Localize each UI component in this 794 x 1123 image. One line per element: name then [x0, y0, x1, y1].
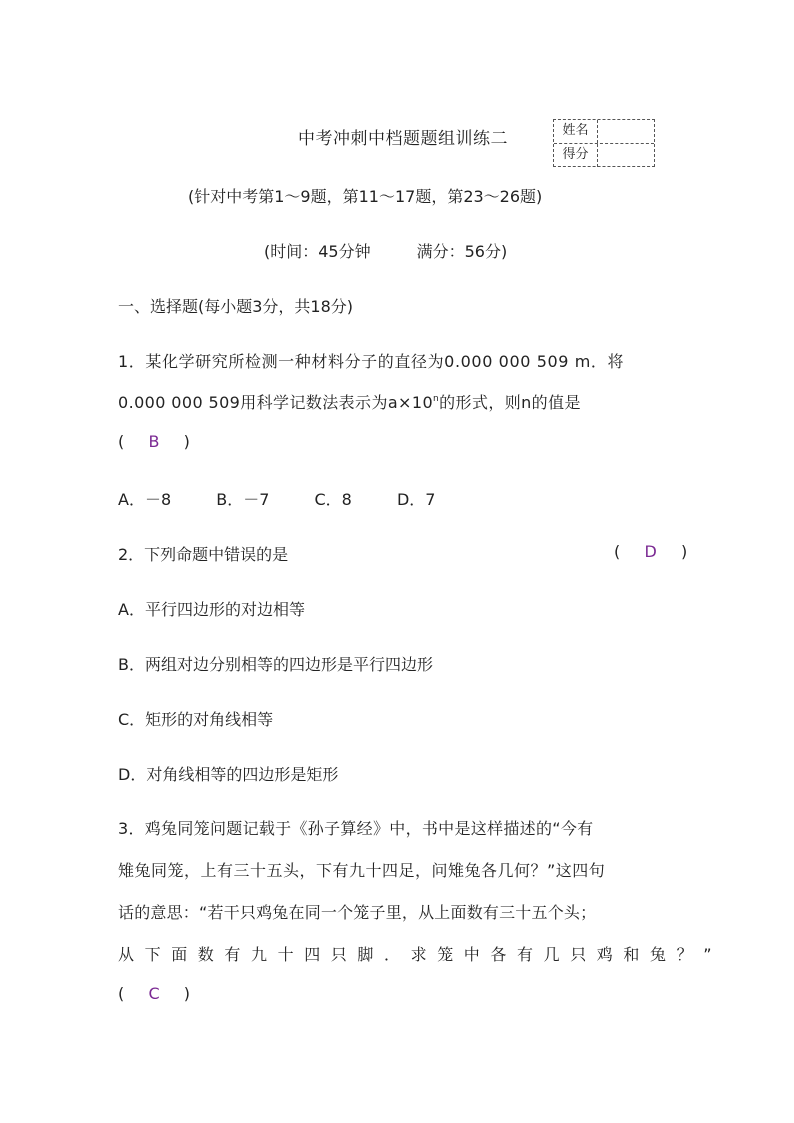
q1-answer-line [118, 432, 190, 451]
q1-exponent: n [433, 394, 440, 404]
q1-option-a: A．－8 [118, 490, 172, 509]
q1-answer: B [148, 432, 160, 451]
paren-open: ( [118, 984, 125, 1003]
paren-close: ) [183, 984, 191, 1003]
q2-answer: D [644, 542, 657, 561]
q3-line-4: 从下面数有九十四只脚．求笼中各有几只鸡和兔？” [118, 945, 723, 964]
q1-line-2b: 的形式，则n的值是 [439, 393, 581, 412]
q2-option-b: B．两组对边分别相等的四边形是平行四边形 [118, 655, 433, 674]
q1-option-b: B．－7 [216, 490, 270, 509]
time-score-line [264, 239, 507, 262]
name-row [554, 120, 654, 144]
q1-line-2a: 0.000 000 509用科学记数法表示为a×10 [118, 393, 434, 412]
q3-line-1: 3．鸡兔同笼问题记载于《孙子算经》中，书中是这样描述的“今有 [118, 819, 594, 838]
score-field[interactable] [599, 144, 654, 167]
q2-option-a: A．平行四边形的对边相等 [118, 600, 305, 619]
subtitle: (针对中考第1～9题，第11～17题，第23～26题) [188, 187, 543, 206]
page-title: 中考冲刺中档题题组训练二 [298, 129, 508, 149]
q3-line-2: 雉兔同笼，上有三十五头，下有九十四足，问雉兔各几何？”这四句 [118, 861, 606, 880]
score-label: 得分 [554, 144, 598, 167]
q1-option-c: C．8 [314, 490, 352, 509]
paren-open: ( [614, 542, 621, 561]
q1-line-1: 1．某化学研究所检测一种材料分子的直径为0.000 000 509 m．将 [118, 352, 625, 371]
paren-close: ) [183, 432, 190, 451]
q3-line-3: 话的意思：“若干只鸡兔在同一个笼子里，从上面数有三十五个头； [118, 903, 597, 922]
time-text: (时间：45分钟 [264, 242, 371, 261]
q2-answer-line [614, 542, 687, 561]
q3-answer: C [148, 984, 160, 1003]
name-score-box [553, 119, 655, 167]
name-label: 姓名 [554, 120, 598, 143]
paren-open: ( [118, 432, 125, 451]
paren-close: ) [680, 542, 688, 561]
q1-options [118, 487, 475, 510]
section-title: 一、选择题(每小题3分，共18分) [118, 297, 354, 316]
q1-line-2 [118, 390, 581, 413]
full-score-text: 满分：56分) [416, 242, 508, 261]
q3-answer-line [118, 984, 190, 1003]
name-field[interactable] [599, 120, 654, 143]
q2-option-d: D．对角线相等的四边形是矩形 [118, 765, 339, 784]
q2-stem: 2．下列命题中错误的是 [118, 545, 289, 564]
score-row [554, 144, 654, 167]
q1-option-d: D．7 [396, 490, 436, 509]
q2-option-c: C．矩形的对角线相等 [118, 710, 274, 729]
